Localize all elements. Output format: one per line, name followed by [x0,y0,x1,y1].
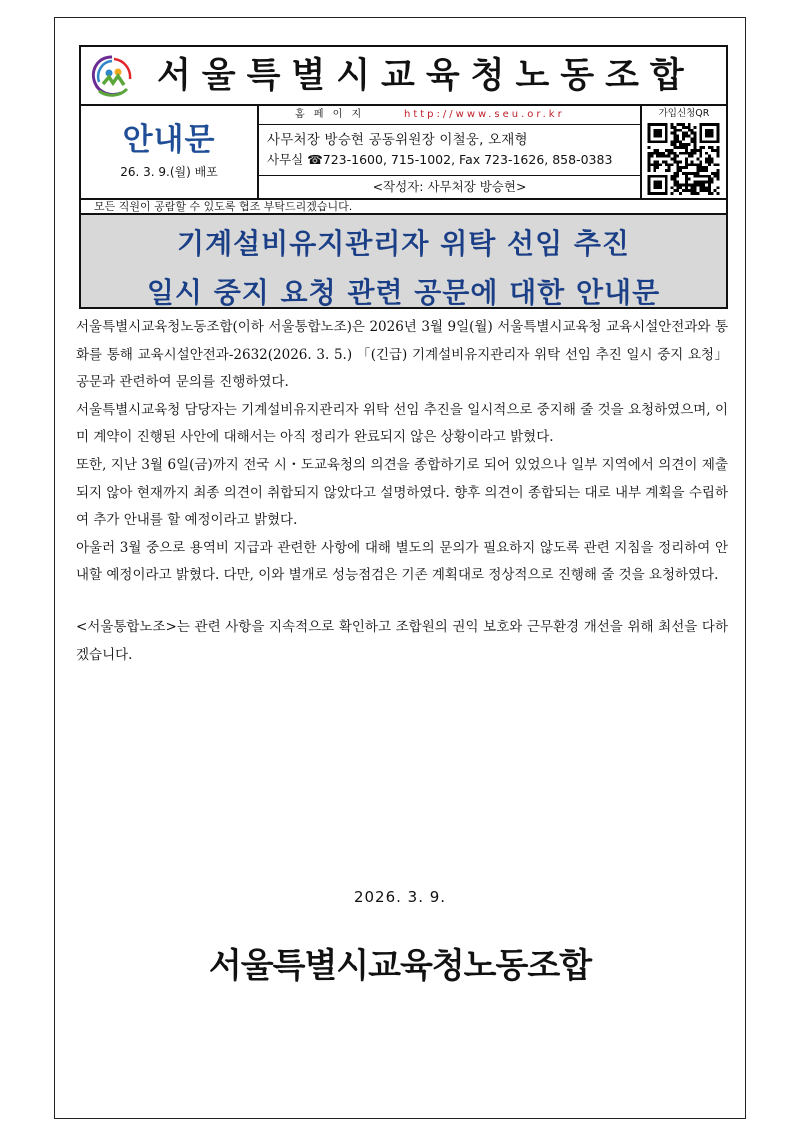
title-row [81,47,726,106]
paragraph-1: 서울특별시교육청노동조합(이하 서울통합노조)은 2026년 3월 9일(월) 서울특별시교육청 교육시설안전과와 통화를 통해 교육시설안전과-2632(2026. 3. 5.) 「(긴급) 기계설비유지관리자 위탁 선임 추진 일시 중지 요청」 공문과 관련하여 문의를 진행하였다. [76,319,728,391]
qr-label: 가입신청QR [658,108,710,119]
paragraph-gap [76,590,728,614]
notice-header [79,45,728,309]
homepage-row [259,106,640,125]
document-date: 2026. 3. 9. [353,888,447,906]
signature-org: 서울특별시교육청노동조합 [208,946,592,986]
union-logo-icon [87,51,137,101]
body-text [76,314,728,669]
org-title: 서울특별시교육청노동조합 [157,56,695,96]
cooperation-notice: 모든 직원이 공람할 수 있도록 협조 부탁드리겠습니다. [81,198,726,215]
headline-line-1: 기계설비유지관리자 위탁 선임 추진 [177,227,630,260]
phone-fax-line: 사무실 ☎723-1600, 715-1002, Fax 723-1626, 858-0383 [267,152,613,167]
qr-cell [640,106,726,198]
notice-label: 안내문 [122,122,216,158]
notice-date: 26. 3. 9.(월) 배포 [120,165,218,179]
paragraph-5: <서울통합노조>는 관련 사항을 지속적으로 확인하고 조합원의 권익 보호와 근무환경 개선을 위해 최선을 다하겠습니다. [76,618,728,663]
contact-info [259,125,640,176]
qr-code-icon[interactable] [647,123,720,195]
paragraph-2: 서울특별시교육청 담당자는 기계설비유지관리자 위탁 선임 추진을 일시적으로 중지해 줄 것을 요청하였으며, 이미 계약이 진행된 사안에 대해서는 아직 정리가 완료되지 않은 상황이라고 밝혔다. [76,401,728,446]
homepage-label: 홈 페 이 지 [295,109,365,120]
headline-area [81,215,726,307]
officers-line: 사무처장 방승현 공동위원장 이철웅, 오재형 [267,132,528,148]
notice-cell [81,106,259,198]
homepage-link[interactable]: http://www.seu.or.kr [404,109,565,120]
paragraph-3: 또한, 지난 3월 6일(금)까지 전국 시・도교육청의 의견을 종합하기로 되어 있었으나 일부 지역에서 의견이 제출되지 않아 현재까지 최종 의견이 취합되지 않았다고 설명하였다. 향후 의견이 종합되는 대로 내부 계획을 수립하여 추가 안내를 할 예정이라고 밝혔다. [76,456,728,529]
paragraph-4: 아울러 3월 중으로 용역비 지급과 관련한 사항에 대해 별도의 문의가 필요하지 않도록 관련 지침을 정리하여 안내할 예정이라고 밝혔다. 다만, 이와 별개로 성능점검은 기존 계획대로 정상적으로 진행해 줄 것을 요청하였다. [76,539,728,584]
headline-line-2: 일시 중지 요청 관련 공문에 대한 안내문 [146,276,661,309]
author-line: <작성자: 사무처장 방승현> [372,179,527,194]
